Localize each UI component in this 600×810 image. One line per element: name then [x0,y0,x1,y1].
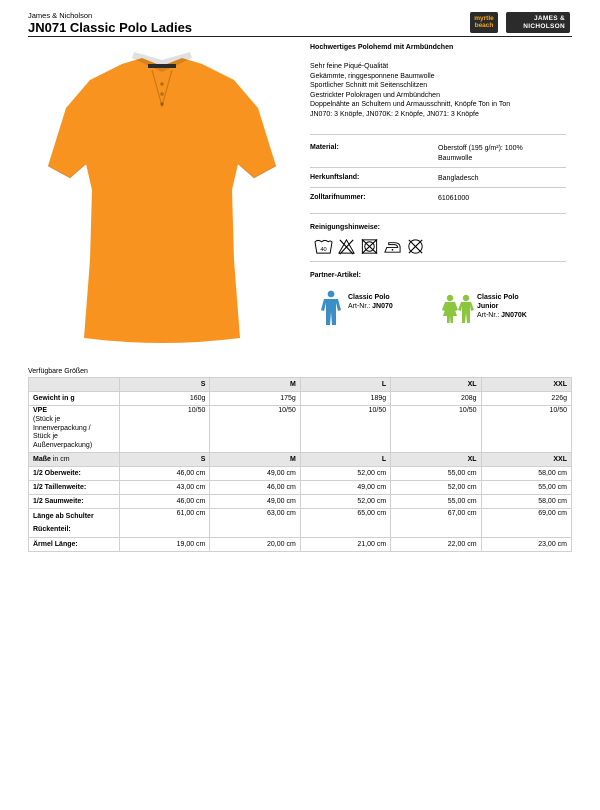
divider [310,134,566,135]
row-label: Gewicht in g [29,392,120,406]
table-cell: 20,00 cm [210,537,300,551]
table-cell: 58,00 cm [481,494,571,508]
vpe-note: Stück je [33,433,58,441]
table-cell: 52,00 cm [300,466,390,480]
partner-2-article [477,312,527,319]
sizes-caption: Verfügbare Größen [28,368,88,375]
table-cell: 55,00 cm [391,466,481,480]
partner-2-name[interactable] [477,293,519,311]
table-cell: 189g [300,392,390,406]
table-cell: 61,00 cm [120,508,210,537]
table-cell: 10/50 [391,406,481,453]
material-label: Material: [310,144,339,151]
table-cell: 10/50 [481,406,571,453]
table-cell: 10/50 [210,406,300,453]
table-cell: 49,00 cm [210,494,300,508]
table-cell: 63,00 cm [210,508,300,537]
partner-2-art-no: JN070K [501,312,527,319]
table-cell: 10/50 [300,406,390,453]
table-cell: 52,00 cm [300,494,390,508]
table-cell: 175g [210,392,300,406]
page-title: JN071 Classic Polo Ladies [28,20,193,35]
partner-adult-figure-icon[interactable] [320,290,342,326]
divider [310,213,566,214]
header-divider [28,36,572,37]
origin-label: Herkunftsland: [310,174,360,181]
divider [310,261,566,262]
vpe-note: (Stück je [33,415,61,423]
col-header: M [210,378,300,392]
table-row-weight [29,392,572,406]
logo-myrtle-line1: myrtle [474,15,494,22]
partner-2-name-line2: Junior [477,303,499,310]
table-cell: 21,00 cm [300,537,390,551]
table-cell: 55,00 cm [481,480,571,494]
origin-value: Bangladesch [438,175,479,182]
col-header: XXL [481,378,571,392]
table-cell: 65,00 cm [300,508,390,537]
header-empty-cell [29,378,120,392]
partner-1-name[interactable] [348,293,390,302]
material-value-line2: Baumwolle [438,154,473,162]
measures-label-bold: Maße [33,455,51,463]
table-cell: 22,00 cm [391,537,481,551]
table-cell: 46,00 cm [210,480,300,494]
row-label: 1/2 Saumweite: [29,494,120,508]
partner-1-name-line1: Classic Polo [348,294,390,301]
col-header: S [120,378,210,392]
table-cell: 43,00 cm [120,480,210,494]
table-row [29,466,572,480]
row-label-vpe [29,406,120,453]
col-header: L [300,452,390,466]
table-header-row-measures [29,452,572,466]
tariff-value: 61061000 [438,195,470,202]
no-bleach-icon [337,237,356,256]
table-cell: 10/50 [120,406,210,453]
table-row [29,494,572,508]
vpe-note: Außenverpackung) [33,442,93,450]
col-header: L [300,378,390,392]
logo-jn-line2: NICHOLSON [523,22,565,30]
partner-1-art-label: Art-Nr.: [348,303,371,310]
feature-item: Sehr feine Piqué-Qualität [310,63,389,70]
james-nicholson-logo [506,12,570,33]
no-tumble-dry-icon [360,237,379,256]
partner-1-art-no: JN070 [372,303,393,310]
table-cell: 52,00 cm [391,480,481,494]
tariff-label: Zolltarifnummer: [310,194,366,201]
divider [310,187,566,188]
feature-item: JN070: 3 Knöpfe, JN070K: 2 Knöpfe, JN071: 3 Knöpfe [310,110,479,118]
wash-temp-label: 40 [320,246,327,253]
material-value [438,144,566,163]
iron-low-icon [383,237,402,256]
row-label: 1/2 Oberweite: [29,466,120,480]
row-label: Ärmel Länge: [29,537,120,551]
partner-2-art-label: Art-Nr.: [477,312,500,319]
col-header: XL [391,452,481,466]
table-cell: 23,00 cm [481,537,571,551]
table-cell: 49,00 cm [210,466,300,480]
partner-kids-figure-icon[interactable] [441,294,475,324]
material-value-line1: Oberstoff (195 g/m²): 100% [438,145,523,152]
logo-jn-line1: JAMES & [534,15,565,22]
row-label-line1: Länge ab Schulter [33,512,94,520]
care-symbols [314,237,425,256]
shirt-body [48,52,276,343]
myrtle-beach-logo [470,12,498,33]
table-cell: 46,00 cm [120,466,210,480]
feature-list [310,62,510,120]
brand-name: James & Nicholson [28,11,93,20]
row-label: 1/2 Taillenweite: [29,480,120,494]
table-row-vpe [29,406,572,453]
measures-label-unit: in cm [50,455,70,463]
col-header: XL [391,378,481,392]
table-cell: 49,00 cm [300,480,390,494]
feature-item: Sportlicher Schnitt mit Seitenschlitzen [310,82,428,90]
feature-item: Gestrickter Polokragen und Armbündchen [310,91,440,99]
table-row [29,508,572,537]
partner-title: Partner-Artikel: [310,272,361,279]
divider [310,167,566,168]
no-dry-clean-icon [406,237,425,256]
table-cell: 46,00 cm [120,494,210,508]
description-title: Hochwertiges Polohemd mit Armbündchen [310,44,454,51]
table-row [29,537,572,551]
care-title: Reinigungshinweise: [310,224,381,231]
vpe-label: VPE [33,407,48,414]
table-cell: 160g [120,392,210,406]
vpe-note: Innenverpackung / [33,424,91,432]
table-header-row [29,378,572,392]
table-cell: 19,00 cm [120,537,210,551]
logo-myrtle-line2: beach [474,22,494,29]
size-table [28,377,572,552]
product-image-polo-shirt [44,50,280,350]
table-cell: 208g [391,392,481,406]
partner-2-name-line1: Classic Polo [477,294,519,301]
row-label-line2: Rückenteil: [33,525,71,533]
measures-label [29,452,120,466]
table-cell: 69,00 cm [481,508,571,537]
col-header: XXL [481,452,571,466]
table-cell: 67,00 cm [391,508,481,537]
table-cell: 226g [481,392,571,406]
table-row [29,480,572,494]
table-cell: 58,00 cm [481,466,571,480]
feature-item: Doppelnähte an Schultern und Armausschnitt, Knöpfe Ton in Ton [310,101,511,109]
col-header: M [210,452,300,466]
row-label [29,508,120,537]
table-cell: 55,00 cm [391,494,481,508]
col-header: S [120,452,210,466]
wash-40-icon [314,237,333,256]
partner-1-article [348,303,393,310]
feature-item: Gekämmte, ringgesponnene Baumwolle [310,72,435,80]
